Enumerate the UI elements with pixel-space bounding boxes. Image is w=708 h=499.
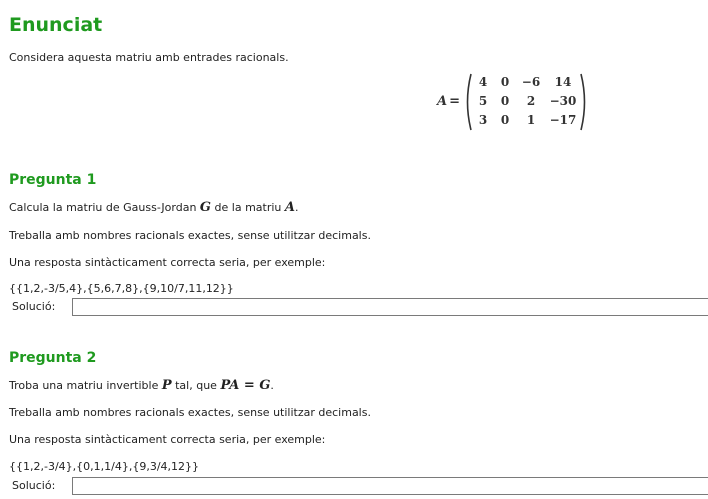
math-equation-pa-g: PA = G — [220, 378, 271, 393]
question1-example-intro: Una resposta sintàcticament correcta seria, per exemple: — [9, 256, 326, 269]
matrix-cell: −17 — [549, 112, 577, 127]
matrix-cell: −30 — [549, 93, 577, 108]
statement-text: Considera aquesta matriu amb entrades racionals. — [9, 51, 289, 64]
question2-text: . — [270, 379, 274, 392]
question2-example-intro: Una resposta sintàcticament correcta seria, per exemple: — [9, 433, 326, 446]
question1-text: Calcula la matriu de Gauss-Jordan — [9, 201, 200, 214]
math-var-p: P — [161, 378, 172, 393]
matrix-cell: 0 — [500, 112, 510, 127]
matrix-cell: 0 — [500, 74, 510, 89]
matrix-name: A — [437, 93, 448, 109]
question1-solution-label: Solució: — [12, 300, 56, 313]
question2-example: {{1,2,-3/4},{0,1,1/4},{9,3/4,12}} — [9, 460, 200, 473]
question2-solution-label: Solució: — [12, 479, 56, 492]
question1-example: {{1,2,-3/5,4},{5,6,7,8},{9,10/7,11,12}} — [9, 282, 234, 295]
question2-solution-input[interactable] — [72, 477, 708, 495]
question2-text: Troba una matriu invertible — [9, 379, 162, 392]
matrix-a — [463, 73, 589, 130]
matrix-cell: 1 — [526, 112, 536, 127]
question1-instruction — [9, 201, 298, 215]
equals-sign: = — [449, 93, 460, 109]
matrix-cell: 14 — [554, 74, 572, 89]
question2-note: Treballa amb nombres racionals exactes, sense utilitzar decimals. — [9, 406, 371, 419]
math-var-g: G — [199, 200, 212, 215]
question1-note: Treballa amb nombres racionals exactes, sense utilitzar decimals. — [9, 229, 371, 242]
question1-solution-input[interactable] — [72, 298, 708, 316]
matrix-cell: 4 — [478, 74, 488, 89]
matrix-cell: 5 — [478, 93, 488, 108]
math-var-a: A — [284, 200, 295, 215]
statement-heading: Enunciat — [9, 14, 103, 36]
matrix-equation — [437, 72, 589, 130]
question1-text: . — [294, 201, 299, 214]
matrix-cell: 3 — [478, 112, 488, 127]
question1-text: de la matriu — [211, 201, 285, 214]
question2-text: tal, que — [171, 379, 221, 392]
matrix-cell: 0 — [500, 93, 510, 108]
right-parenthesis-icon — [580, 73, 589, 131]
matrix-cell: 2 — [526, 93, 536, 108]
matrix-cell: −6 — [521, 74, 541, 89]
question2-instruction — [9, 379, 274, 393]
question2-heading: Pregunta 2 — [9, 350, 97, 366]
left-parenthesis-icon — [463, 73, 472, 131]
question1-heading: Pregunta 1 — [9, 172, 97, 188]
